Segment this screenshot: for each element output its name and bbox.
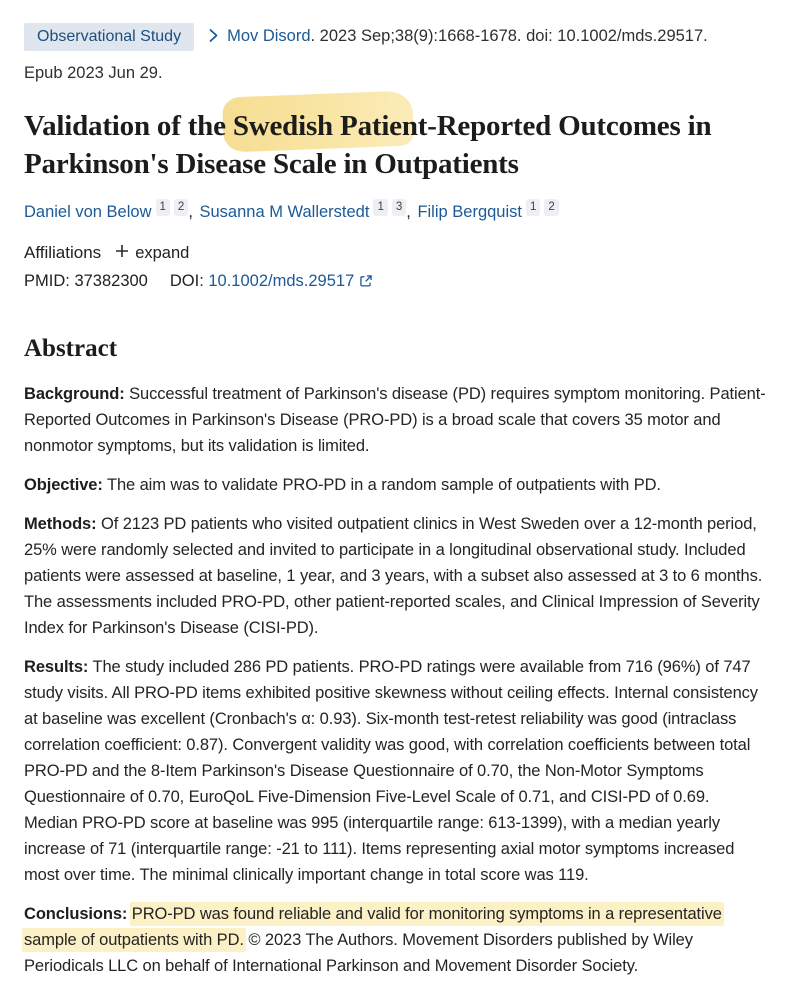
title-text-post: Patient-Reported Outcomes in Parkinson's Disease Scale in Outpatients <box>24 110 712 180</box>
author-link[interactable]: Daniel von Below <box>24 203 152 221</box>
journal-link[interactable]: Mov Disord <box>227 27 311 45</box>
abstract-heading: Abstract <box>24 335 118 362</box>
affiliation-number-badge[interactable]: 2 <box>174 199 188 216</box>
affiliation-number-badge[interactable]: 1 <box>373 199 387 216</box>
expand-label: expand <box>135 243 190 262</box>
abstract-methods <box>24 511 766 641</box>
affiliation-number-badge[interactable]: 1 <box>156 199 170 216</box>
affiliation-number-badge[interactable]: 1 <box>526 199 540 216</box>
affiliations-row <box>24 243 766 263</box>
pmid-item <box>24 272 148 290</box>
title-text-pre: Validation of the <box>24 110 233 142</box>
publication-type-badge[interactable]: Observational Study <box>24 23 194 51</box>
conclusions-highlighted-text: PRO-PD was found reliable and valid for monitoring symptoms in a representative sample of outpatients with PD. <box>22 902 724 952</box>
doi-link[interactable]: 10.1002/mds.29517 <box>208 272 373 290</box>
pmid-value: 37382300 <box>74 272 148 290</box>
section-text: Successful treatment of Parkinson's disease (PD) requires symptom monitoring. Patient-Reported Outcomes in Parkinson's Disease (PRO-PD) is a broad scale that covers 35 motor and nonmotor symptoms, but its validation is limited. <box>24 385 766 455</box>
article-title <box>24 107 766 183</box>
plus-icon <box>115 244 129 263</box>
title-highlighted-word: Swedish <box>233 110 333 142</box>
chevron-right-icon <box>208 24 219 52</box>
abstract-objective <box>24 472 766 498</box>
external-link-icon[interactable] <box>359 274 373 292</box>
identifiers-row <box>24 272 766 293</box>
doi-item <box>170 272 373 290</box>
section-label: Methods: <box>24 515 97 533</box>
citation-text: . 2023 Sep;38(9):1668-1678. doi: 10.1002/mds.29517. <box>310 27 708 45</box>
authors-list <box>24 199 766 225</box>
copyright-text: © 2023 The Authors. Movement Disorders published by Wiley Periodicals LLC on behalf of International Parkinson and Movement Disorder Society. <box>24 931 693 975</box>
affiliation-number-badge[interactable]: 3 <box>392 199 406 216</box>
epub-date: Epub 2023 Jun 29. <box>24 64 163 82</box>
section-text: The study included 286 PD patients. PRO-PD ratings were available from 716 (96%) of 747 study visits. All PRO-PD items exhibited positive skewness without ceiling effects. Internal consistency at baseline was excellent (Cronbach's α: 0.93). Six-month test-retest reliability was good (intraclass correlation coefficient: 0.87). Convergent validity was good, with correlation coefficients between total PRO-PD and the 8-Item Parkinson's Disease Questionnaire of 0.70, the Non-Motor Symptoms Questionnaire of 0.70, EuroQoL Five-Dimension Five-Level Scale of 0.71, and CISI-PD of 0.69. Median PRO-PD score at baseline was 995 (interquartile range: 613-1399), with a median yearly increase of 71 (interquartile range: -21 to 111). Items representing axial motor symptoms increased most over time. The minimal clinically important change in total score was 119. <box>24 658 758 884</box>
author-separator: , <box>188 203 198 221</box>
affiliation-number-badge[interactable]: 2 <box>544 199 558 216</box>
section-label: Results: <box>24 658 89 676</box>
affiliations-label: Affiliations <box>24 243 102 262</box>
section-label: Background: <box>24 385 125 403</box>
abstract-conclusions <box>24 901 766 979</box>
doi-label: DOI: <box>169 272 204 290</box>
author-separator: , <box>406 203 416 221</box>
expand-affiliations-button[interactable] <box>115 244 189 263</box>
abstract-body <box>24 381 766 979</box>
abstract-results <box>24 654 766 888</box>
section-text: Of 2123 PD patients who visited outpatient clinics in West Sweden over a 12-month period, 25% were randomly selected and invited to participate in a longitudinal observational study. Included patients were assessed at baseline, 1 year, and 3 years, with a subset also assessed at 3 to 6 months. The assessments included PRO-PD, other patient-reported scales, and Clinical Impression of Severity Index for Parkinson's Disease (CISI-PD). <box>24 515 763 637</box>
citation-block <box>24 22 766 87</box>
pmid-label: PMID: <box>24 272 70 290</box>
author-link[interactable]: Filip Bergquist <box>417 203 522 221</box>
section-text: The aim was to validate PRO-PD in a random sample of outpatients with PD. <box>102 476 661 494</box>
author-link[interactable]: Susanna M Wallerstedt <box>199 203 370 221</box>
section-label: Objective: <box>24 476 103 494</box>
abstract-background <box>24 381 766 459</box>
section-label: Conclusions: <box>24 905 128 923</box>
